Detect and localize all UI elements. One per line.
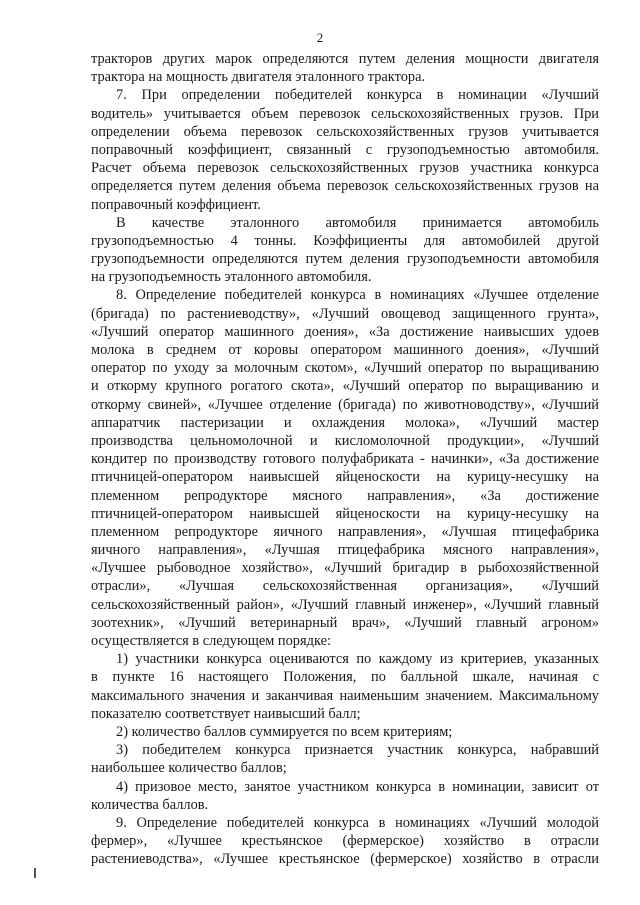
text-line: молока в среднем от коровы оператором машинного доения», «Лучший — [91, 342, 599, 358]
text-line: и откорму крупного рогатого скота», «Лучший оператор по выращиванию и — [91, 378, 599, 395]
text-line: 2) количество баллов суммируется по всем критериям; — [116, 723, 453, 740]
text-line: отрасли», «Лучшая сельскохозяйственная организация», «Лучший — [91, 578, 599, 595]
text-line: сельскохозяйственный район», «Лучший главный инженер», «Лучший главный — [91, 596, 599, 613]
text-line: наибольшее количество баллов; — [91, 760, 287, 777]
text-line: В качестве эталонного автомобиля принимается автомобиль — [116, 214, 599, 231]
text-line: максимального значения и заканчивая наименьшим значением. Максимальному — [91, 687, 599, 704]
text-line: 4) призовое место, занятое участником конкурса в номинации, зависит от — [116, 778, 599, 795]
text-line: фермер», «Лучшее крестьянское (фермерское) хозяйство в отрасли — [91, 833, 599, 850]
text-line: племенном репродукторе яичного направления», «Лучшая птицефабрика — [91, 523, 599, 540]
text-line: откорму свиней», «Лучшее отделение (бригада) по животноводству», «Лучший — [91, 396, 599, 413]
text-line: тракторов других марок определяются путем деления мощности двигателя — [91, 51, 599, 67]
text-line: птичницей-оператором наивысшей яйценоскости на курицу-несушку на — [91, 505, 599, 522]
text-line: племенном репродукторе мясного направления», «За достижение — [91, 487, 599, 504]
text-line: 7. При определении победителей конкурса в номинации «Лучший — [116, 87, 599, 104]
text-line: оператор по уходу за молочным скотом», «Лучший оператор по выращиванию — [91, 360, 599, 377]
page-number: 2 — [316, 30, 324, 45]
text-line: 9. Определение победителей конкурса в номинациях «Лучший молодой — [116, 814, 599, 831]
text-line: водитель» учитывается объем перевозок сельскохозяйственных грузов. При — [91, 105, 599, 122]
text-line: птичницей-оператором наивысшей яйценоскости на курицу-несушку на — [91, 469, 599, 486]
text-line: поправочный коэффициент, связанный с грузоподъемностью автомобиля. — [91, 141, 599, 158]
text-line: грузоподъемности определяются путем деления грузоподъемности автомобиля — [91, 251, 599, 268]
text-line: 1) участники конкурса оцениваются по каждому из критериев, указанных — [116, 651, 599, 668]
text-line: определении объема перевозок сельскохозяйственных грузов учитывается — [91, 123, 599, 140]
text-line: (бригада) по растениеводству», «Лучший овощевод защищенного грунта», — [91, 305, 599, 322]
text-line: производства цельномолочной и кисломолочной продукции», «Лучший — [91, 432, 599, 449]
text-line: «Лучшее рыбоводное хозяйство», «Лучший бригадир в рыбохозяйственной — [91, 560, 599, 577]
margin-mark — [34, 868, 36, 878]
text-line: 3) победителем конкурса признается участник конкурса, набравший — [116, 742, 599, 759]
text-line: грузоподъемностью 4 тонны. Коэффициенты для автомобилей другой — [91, 232, 599, 249]
text-line: 8. Определение победителей конкурса в номинациях «Лучшее отделение — [116, 287, 599, 304]
text-line: поправочный коэффициент. — [91, 196, 261, 213]
text-line: Расчет объема перевозок сельскохозяйственных грузов участника конкурса — [91, 160, 599, 177]
body-text — [91, 50, 599, 868]
text-line: в пункте 16 настоящего Положения, по балльной шкале, начиная с — [91, 669, 599, 686]
text-line: на грузоподъемность эталонного автомобиля. — [91, 269, 372, 286]
text-line: «Лучший оператор машинного доения», «За достижение наивысших удоев — [91, 323, 599, 340]
text-line: растениеводства», «Лучшее крестьянское (фермерское) хозяйство в отрасли — [91, 851, 599, 868]
text-line: кондитер по производству готового полуфабриката - начинки», «За достижение — [91, 451, 599, 468]
text-line: яичного направления», «Лучшая птицефабрика мясного направления», — [91, 542, 599, 559]
text-line: показателю соответствует наивысший балл; — [91, 705, 361, 722]
text-line: количества баллов. — [91, 796, 209, 813]
text-line: осуществляется в следующем порядке: — [91, 633, 331, 649]
text-line: аппаратчик пастеризации и охлаждения молока», «Лучший мастер — [91, 414, 599, 431]
text-line: определяется путем деления объема перевозок сельскохозяйственных грузов на — [91, 178, 599, 195]
text-line: трактора на мощность двигателя эталонного трактора. — [91, 69, 426, 86]
text-line: зоотехник», «Лучший ветеринарный врач», «Лучший главный агроном» — [91, 614, 599, 631]
